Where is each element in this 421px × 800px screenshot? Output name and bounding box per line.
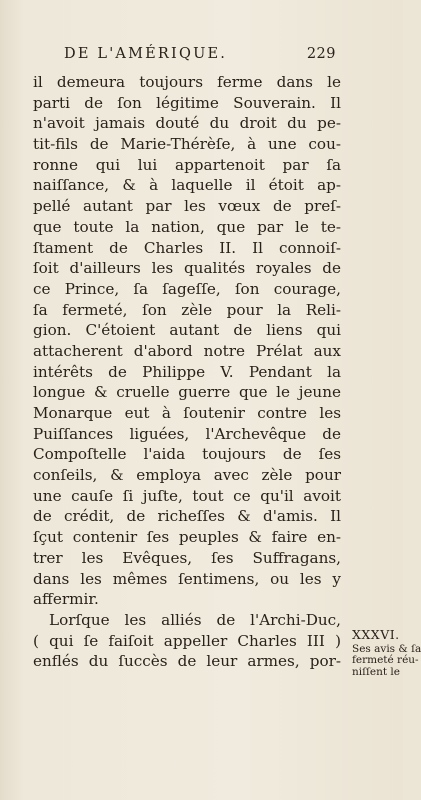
text-line: que toute la nation, que par le te- — [33, 217, 341, 236]
margin-note-line: niſſent le — [352, 665, 400, 678]
text-line: ce Prince, ſa ſageſſe, ſon courage, — [33, 279, 341, 298]
text-line: naiſſance, & à laquelle il étoit ap- — [33, 176, 341, 195]
text-line: longue & cruelle guerre que le jeune — [33, 383, 341, 402]
text-line: ſçut contenir ſes peuples & faire en- — [33, 528, 341, 547]
text-line: tit-fils de Marie-Thérèſe, à une cou- — [33, 135, 341, 154]
margin-note-line: Ses avis & ſa — [352, 642, 421, 655]
text-line: Puiſſances liguées, l'Archevêque de — [33, 424, 341, 443]
text-line: il demeura toujours ferme dans le — [33, 73, 341, 91]
margin-note-line: fermeté réu- — [352, 654, 419, 666]
text-line: affermir. — [33, 590, 99, 609]
text-line: conſeils, & employa avec zèle pour — [33, 466, 341, 485]
page-number: 229 — [306, 46, 336, 62]
section-number: XXXVI. — [352, 627, 400, 642]
text-line: dans les mêmes ſentimens, ou les y — [33, 569, 341, 588]
text-line: n'avoit jamais douté du droit du pe- — [33, 114, 341, 133]
text-line: parti de ſon légitime Souverain. Il — [33, 93, 341, 112]
text-line: de crédit, de richeſſes & d'amis. Il — [33, 507, 341, 526]
text-line: pellé autant par les vœux de preſ- — [33, 197, 341, 216]
text-line: trer les Evêques, ſes Suffragans, — [33, 548, 341, 567]
body-text — [33, 72, 341, 672]
text-line: Monarque eut à ſoutenir contre les — [33, 404, 341, 422]
text-line: ronne qui lui appartenoit par ſa — [33, 155, 341, 174]
text-line: intérêts de Philippe V. Pendant la — [33, 362, 341, 381]
text-line: une cauſe ſi juſte, tout ce qu'il avoit — [33, 486, 341, 505]
text-line: ſa fermeté, ſon zèle pour la Reli- — [33, 300, 341, 319]
text-line: enflés du ſuccès de leur armes, por- — [33, 652, 341, 671]
running-title: DE L'AMÉRIQUE. — [64, 46, 228, 62]
text-line: Compoſtelle l'aida toujours de ſes — [33, 445, 341, 464]
text-line: ( qui ſe faiſoit appeller Charles III ) — [33, 631, 341, 650]
text-line: ſoit d'ailleurs les qualités royales de — [33, 259, 341, 278]
text-line: Lorſque les alliés de l'Archi-Duc, — [49, 610, 341, 629]
text-line: attacherent d'abord notre Prélat aux — [33, 341, 341, 360]
text-line: gion. C'étoient autant de liens qui — [33, 321, 341, 340]
margin-note — [352, 627, 421, 678]
running-header — [64, 46, 334, 62]
text-line: ſtament de Charles II. Il connoiſ- — [33, 238, 341, 257]
